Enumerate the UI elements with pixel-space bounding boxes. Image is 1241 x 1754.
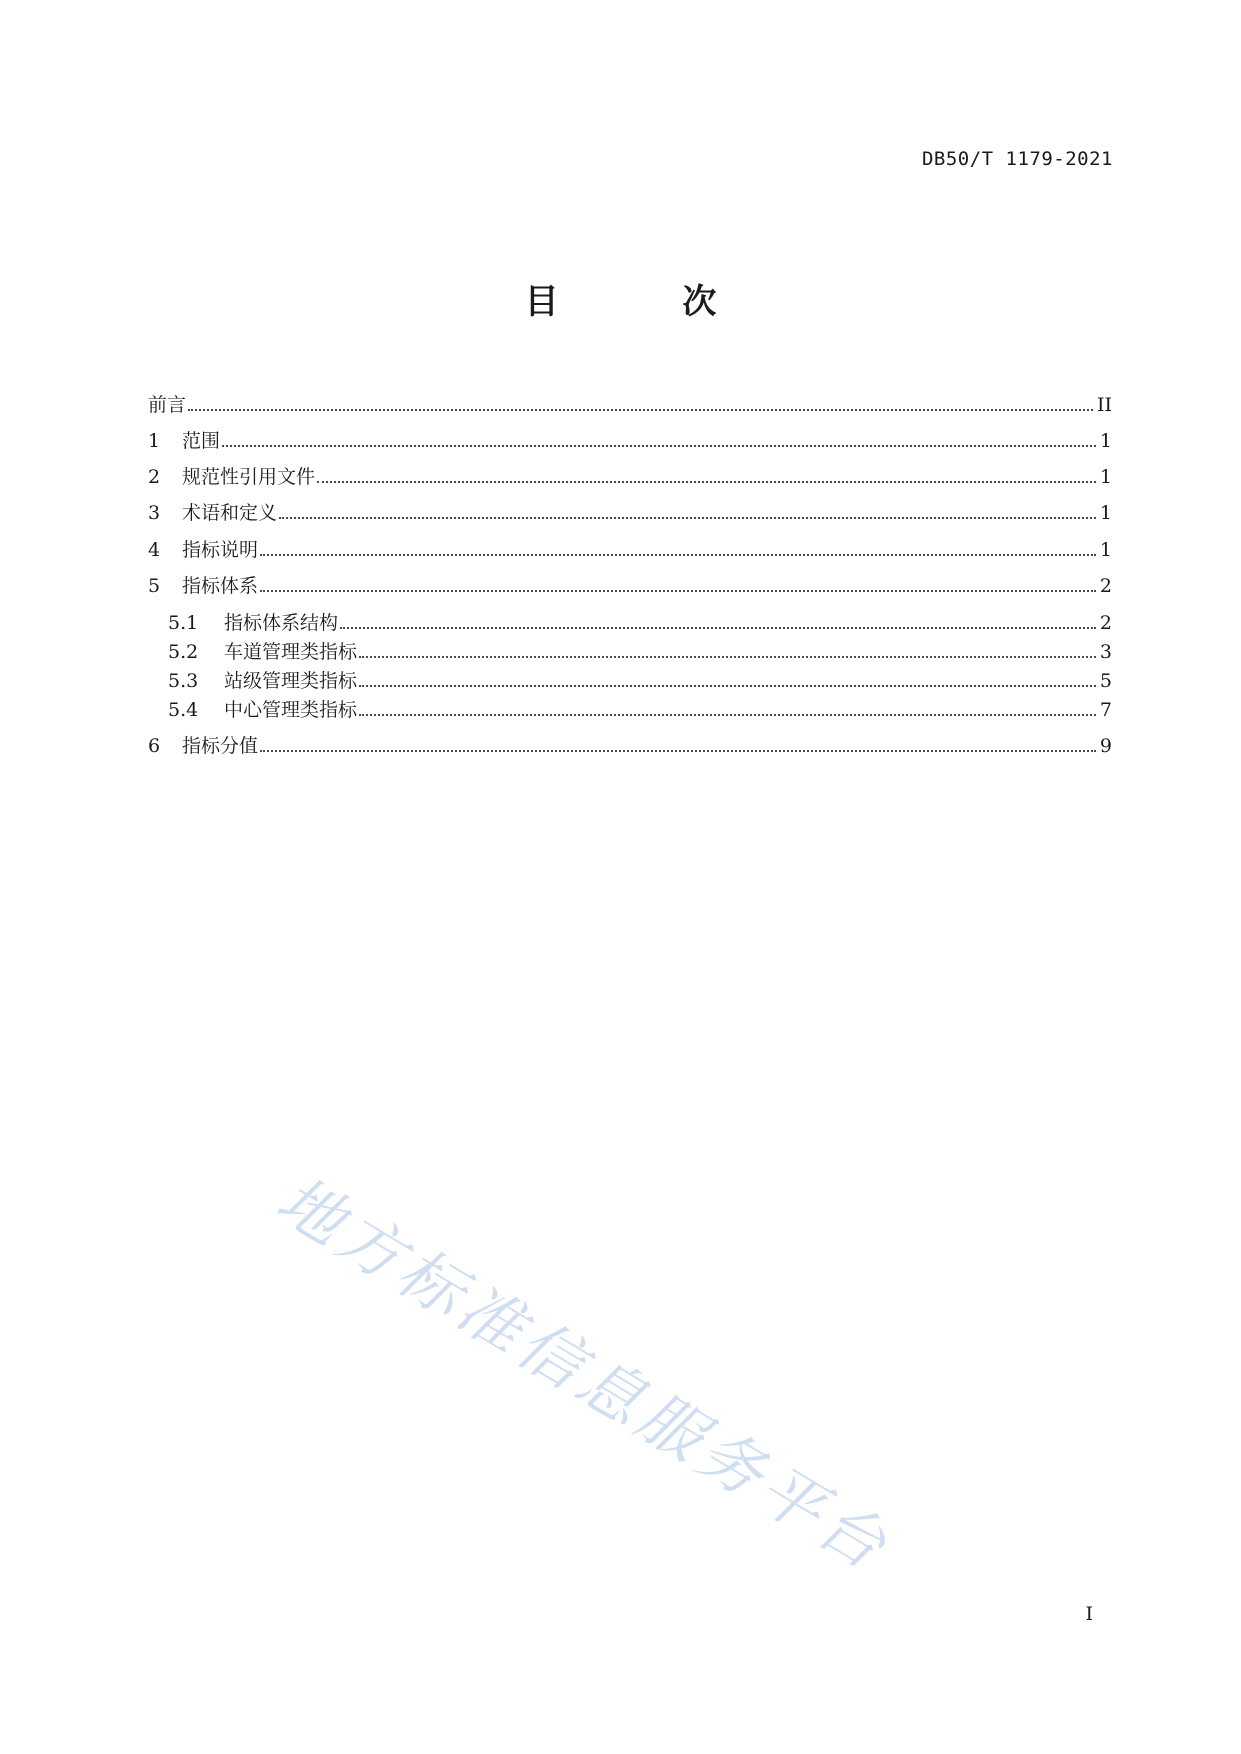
toc-entry-number: 2 (148, 466, 161, 488)
page-number: I (1085, 1603, 1093, 1625)
toc-entry[interactable] (148, 498, 1112, 525)
toc-dot-leader (340, 627, 1096, 629)
toc-entry[interactable] (148, 571, 1112, 598)
toc-entry-number: 5.4 (168, 699, 199, 721)
toc-entry-number: 5.2 (168, 641, 199, 663)
toc-entry-label: 规范性引用文件 (182, 466, 316, 488)
toc-dot-leader (260, 590, 1096, 592)
toc-entry-number: 5.3 (168, 670, 199, 692)
toc-dot-leader (359, 714, 1096, 716)
watermark: 地方标准信息服务平台 (264, 1162, 903, 1587)
toc-entry-label: 站级管理类指标 (224, 670, 358, 692)
toc-entry-page: 5 (1099, 670, 1112, 692)
toc-entry-page: 1 (1099, 502, 1112, 524)
toc-dot-leader (359, 656, 1096, 658)
toc-entry-page: 7 (1099, 699, 1112, 721)
toc-dot-leader (188, 409, 1093, 411)
toc-entry-number: 3 (148, 502, 161, 524)
toc-entry-number: 4 (148, 539, 161, 561)
toc-dot-leader (222, 445, 1096, 447)
toc-entry-label: 前言 (148, 394, 187, 416)
toc-entry[interactable] (168, 637, 1112, 664)
standard-code: DB50/T 1179-2021 (921, 148, 1113, 170)
toc-entry-number: 1 (148, 430, 161, 452)
toc-entry-page: 3 (1099, 641, 1112, 663)
toc-entry[interactable] (148, 426, 1112, 453)
toc-entry-label: 指标说明 (182, 539, 259, 561)
toc-entry-label: 指标分值 (182, 735, 259, 757)
toc-entry-page: 1 (1099, 430, 1112, 452)
toc-dot-leader (279, 517, 1096, 519)
toc-entry-page: 9 (1099, 735, 1112, 757)
toc-entry-label: 指标体系结构 (224, 612, 339, 634)
toc-entry-page: 2 (1099, 612, 1112, 634)
toc-entry-label: 车道管理类指标 (224, 641, 358, 663)
toc-entry[interactable] (168, 695, 1112, 722)
toc-entry[interactable] (168, 608, 1112, 635)
toc-dot-leader (317, 481, 1096, 483)
toc-entry[interactable] (148, 731, 1112, 758)
toc-entry[interactable] (148, 462, 1112, 489)
toc-entry-label: 指标体系 (182, 575, 259, 597)
toc-entry-label: 中心管理类指标 (224, 699, 358, 721)
toc-entry-number: 5.1 (168, 612, 199, 634)
toc-dot-leader (260, 750, 1096, 752)
toc-entry-page: 2 (1099, 575, 1112, 597)
toc-dot-leader (260, 554, 1096, 556)
toc-entry-label: 术语和定义 (182, 502, 278, 524)
toc-entry-page: 1 (1099, 539, 1112, 561)
toc-entry-page: 1 (1099, 466, 1112, 488)
toc-entry-label: 范围 (182, 430, 221, 452)
toc-dot-leader (359, 685, 1096, 687)
toc-entry[interactable] (148, 390, 1112, 417)
toc-entry[interactable] (168, 666, 1112, 693)
toc-entry-page: II (1096, 394, 1112, 416)
toc-entry-number: 5 (148, 575, 161, 597)
toc-entry-number: 6 (148, 735, 161, 757)
toc-entry[interactable] (148, 535, 1112, 562)
toc-title: 目 次 (524, 282, 773, 322)
